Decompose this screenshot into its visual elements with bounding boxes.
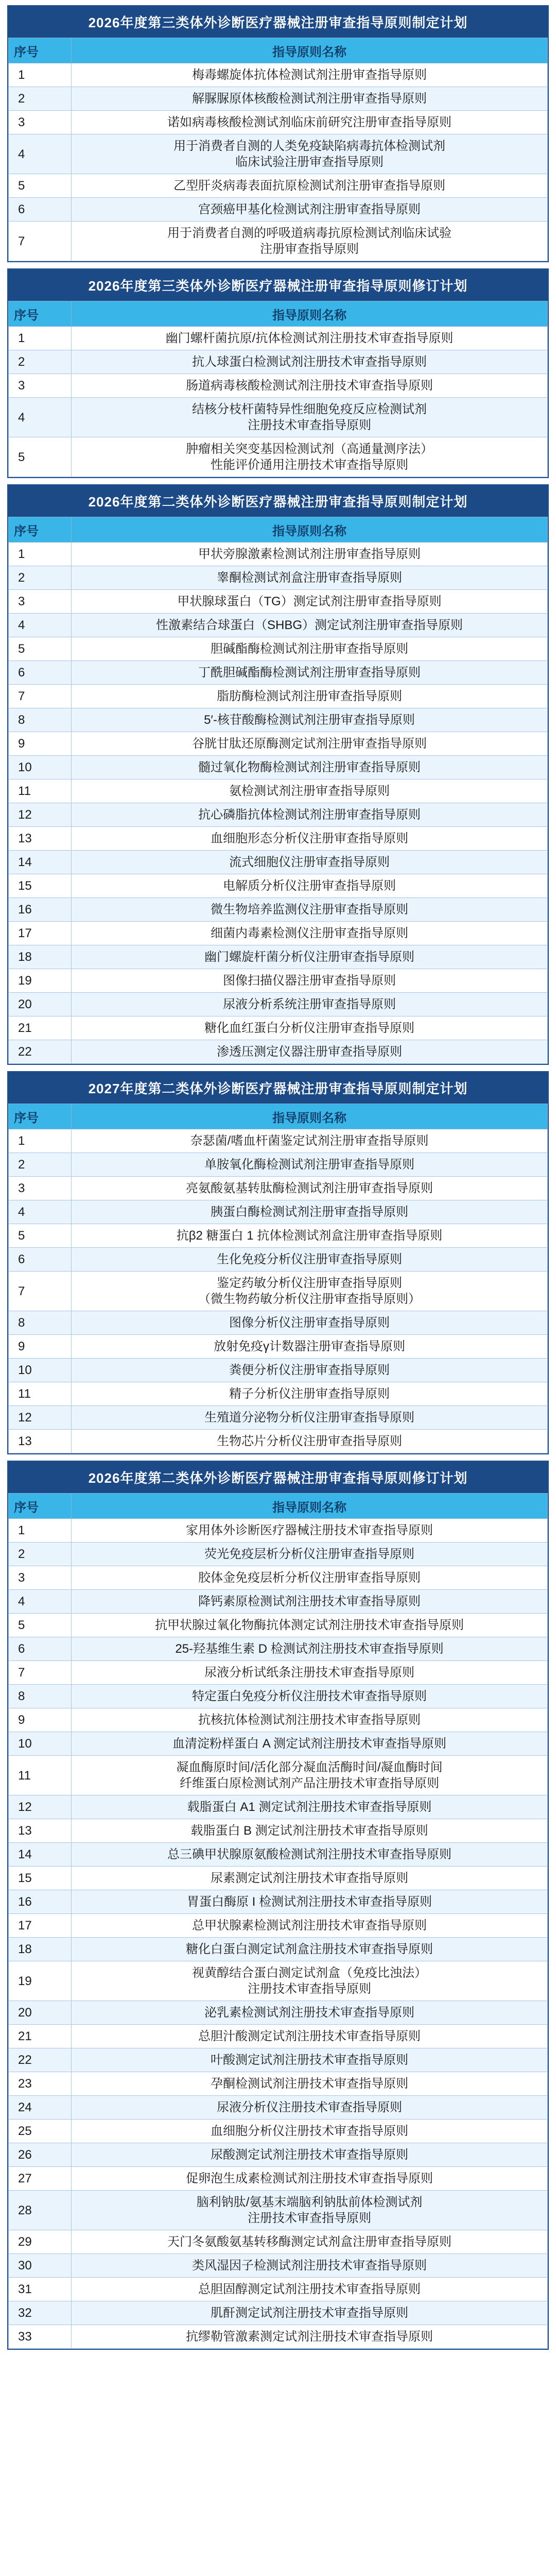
guideline-name: 甲状旁腺激素检测试剂注册审查指导原则 [72, 543, 548, 566]
guideline-name: 幽门螺旋杆菌分析仪注册审查指导原则 [72, 945, 548, 969]
guideline-table [8, 1104, 548, 1453]
guideline-name: 总三碘甲状腺原氨酸检测试剂注册技术审查指导原则 [72, 1843, 548, 1867]
table-row [9, 1661, 548, 1685]
plan-section-3 [7, 484, 549, 1065]
row-index: 2 [9, 87, 72, 111]
row-index: 5 [9, 1224, 72, 1248]
index-column-header: 序号 [9, 38, 72, 63]
guideline-table [8, 38, 548, 261]
row-index: 31 [9, 2278, 72, 2301]
guideline-name: 泌乳素检测试剂注册技术审查指导原则 [72, 2001, 548, 2025]
row-index: 9 [9, 1335, 72, 1359]
row-index: 16 [9, 898, 72, 922]
guideline-name: 抗人球蛋白检测试剂注册技术审查指导原则 [72, 350, 548, 374]
guideline-name: 图像扫描仪器注册审查指导原则 [72, 969, 548, 993]
row-index: 20 [9, 2001, 72, 2025]
table-row [9, 2001, 548, 2025]
plan-section-4 [7, 1071, 549, 1454]
table-row [9, 708, 548, 732]
row-index: 3 [9, 590, 72, 614]
plan-section-1 [7, 5, 549, 262]
table-row [9, 2048, 548, 2072]
row-index: 12 [9, 803, 72, 827]
row-index: 14 [9, 1843, 72, 1867]
plan-section-2 [7, 268, 549, 478]
row-index: 1 [9, 63, 72, 87]
guideline-name: 奈瑟菌/嗜血杆菌鉴定试剂注册审查指导原则 [72, 1129, 548, 1153]
guideline-name: 脂肪酶检测试剂注册审查指导原则 [72, 685, 548, 708]
row-index: 11 [9, 779, 72, 803]
table-row [9, 2278, 548, 2301]
row-index: 5 [9, 1614, 72, 1637]
row-index: 11 [9, 1382, 72, 1406]
guideline-name: 流式细胞仪注册审查指导原则 [72, 851, 548, 874]
row-index: 9 [9, 732, 72, 756]
table-row [9, 993, 548, 1016]
row-index: 3 [9, 111, 72, 134]
guideline-name: 生殖道分泌物分析仪注册审查指导原则 [72, 1406, 548, 1430]
guideline-name: 总胆汁酸测定试剂注册技术审查指导原则 [72, 2025, 548, 2048]
guideline-name: 诺如病毒核酸检测试剂临床前研究注册审查指导原则 [72, 111, 548, 134]
row-index: 13 [9, 1819, 72, 1843]
guideline-name: 肿瘤相关突变基因检测试剂（高通量测序法） 性能评价通用注册技术审查指导原则 [72, 437, 548, 477]
guideline-name: 尿素测定试剂注册技术审查指导原则 [72, 1867, 548, 1890]
section-title: 2026年度第二类体外诊断医疗器械注册审查指导原则修订计划 [8, 1462, 548, 1493]
table-row [9, 2254, 548, 2278]
table-row [9, 685, 548, 708]
row-index: 5 [9, 174, 72, 198]
guideline-name: 梅毒螺旋体抗体检测试剂注册审查指导原则 [72, 63, 548, 87]
row-index: 21 [9, 2025, 72, 2048]
row-index: 20 [9, 993, 72, 1016]
guideline-name: 尿酸测定试剂注册技术审查指导原则 [72, 2143, 548, 2167]
row-index: 17 [9, 1914, 72, 1938]
table-row [9, 1961, 548, 2001]
row-index: 32 [9, 2301, 72, 2325]
row-index: 1 [9, 543, 72, 566]
table-row [9, 1890, 548, 1914]
table-row [9, 1914, 548, 1938]
table-row [9, 779, 548, 803]
row-index: 12 [9, 1406, 72, 1430]
index-column-header: 序号 [9, 1104, 72, 1129]
row-index: 22 [9, 2048, 72, 2072]
guideline-name: 粪便分析仪注册审查指导原则 [72, 1359, 548, 1382]
table-row [9, 1590, 548, 1614]
guideline-name: 生化免疫分析仪注册审查指导原则 [72, 1248, 548, 1272]
guideline-name: 解脲脲原体核酸检测试剂注册审查指导原则 [72, 87, 548, 111]
table-row [9, 111, 548, 134]
guideline-name: 孕酮检测试剂注册技术审查指导原则 [72, 2072, 548, 2096]
guideline-name: 乙型肝炎病毒表面抗原检测试剂注册审查指导原则 [72, 174, 548, 198]
row-index: 27 [9, 2167, 72, 2191]
guideline-name: 5′-核苷酸酶检测试剂注册审查指导原则 [72, 708, 548, 732]
guideline-name: 鉴定药敏分析仪注册审查指导原则 （微生物药敏分析仪注册审查指导原则） [72, 1272, 548, 1311]
row-index: 30 [9, 2254, 72, 2278]
row-index: 29 [9, 2230, 72, 2254]
table-row [9, 1040, 548, 1064]
guideline-name: 总甲状腺素检测试剂注册技术审查指导原则 [72, 1914, 548, 1938]
row-index: 2 [9, 1543, 72, 1566]
row-index: 14 [9, 851, 72, 874]
guideline-name: 用于消费者自测的人类免疫缺陷病毒抗体检测试剂 临床试验注册审查指导原则 [72, 134, 548, 174]
table-row [9, 2325, 548, 2349]
table-row [9, 661, 548, 685]
table-row [9, 1177, 548, 1200]
guideline-name: 丁酰胆碱酯酶检测试剂注册审查指导原则 [72, 661, 548, 685]
index-column-header: 序号 [9, 517, 72, 543]
guideline-name: 类风湿因子检测试剂注册技术审查指导原则 [72, 2254, 548, 2278]
guideline-name: 精子分析仪注册审查指导原则 [72, 1382, 548, 1406]
table-row [9, 1272, 548, 1311]
table-row [9, 2301, 548, 2325]
row-index: 8 [9, 1685, 72, 1708]
guideline-name: 糖化白蛋白测定试剂盒注册技术审查指导原则 [72, 1938, 548, 1961]
row-index: 2 [9, 566, 72, 590]
table-row [9, 1708, 548, 1732]
guideline-name: 载脂蛋白 A1 测定试剂注册技术审查指导原则 [72, 1795, 548, 1819]
table-row [9, 614, 548, 637]
table-row [9, 756, 548, 779]
table-header-row [9, 517, 548, 543]
guideline-name: 微生物培养监测仪注册审查指导原则 [72, 898, 548, 922]
table-row [9, 350, 548, 374]
guideline-name: 血细胞分析仪注册技术审查指导原则 [72, 2120, 548, 2143]
table-row [9, 1938, 548, 1961]
row-index: 1 [9, 327, 72, 350]
row-index: 2 [9, 1153, 72, 1177]
name-column-header: 指导原则名称 [72, 1104, 548, 1129]
guideline-name: 载脂蛋白 B 测定试剂注册技术审查指导原则 [72, 1819, 548, 1843]
table-row [9, 1756, 548, 1795]
row-index: 13 [9, 1430, 72, 1453]
table-row [9, 63, 548, 87]
table-row [9, 198, 548, 222]
guideline-name: 血细胞形态分析仪注册审查指导原则 [72, 827, 548, 851]
table-row [9, 1200, 548, 1224]
guideline-name: 细菌内毒素检测仪注册审查指导原则 [72, 922, 548, 945]
guideline-name: 叶酸测定试剂注册技术审查指导原则 [72, 2048, 548, 2072]
guideline-name: 亮氨酸氨基转肽酶检测试剂注册审查指导原则 [72, 1177, 548, 1200]
sections-container [7, 5, 549, 2350]
guideline-name: 放射免疫γ计数器注册审查指导原则 [72, 1335, 548, 1359]
table-row [9, 2143, 548, 2167]
guideline-name: 凝血酶原时间/活化部分凝血活酶时间/凝血酶时间 纤维蛋白原检测试剂产品注册技术审查指导原则 [72, 1756, 548, 1795]
guideline-name: 荧光免疫层析分析仪注册审查指导原则 [72, 1543, 548, 1566]
table-row [9, 1543, 548, 1566]
table-row [9, 2072, 548, 2096]
guideline-name: 胶体金免疫层析分析仪注册审查指导原则 [72, 1566, 548, 1590]
guideline-name: 天门冬氨酸氨基转移酶测定试剂盒注册审查指导原则 [72, 2230, 548, 2254]
guideline-name: 性激素结合球蛋白（SHBG）测定试剂注册审查指导原则 [72, 614, 548, 637]
guideline-name: 脑利钠肽/氨基末端脑利钠肽前体检测试剂 注册技术审查指导原则 [72, 2191, 548, 2230]
guideline-table [8, 517, 548, 1064]
table-row [9, 898, 548, 922]
row-index: 5 [9, 437, 72, 477]
table-row [9, 1819, 548, 1843]
row-index: 11 [9, 1756, 72, 1795]
row-index: 6 [9, 1248, 72, 1272]
row-index: 10 [9, 1732, 72, 1756]
guideline-name: 幽门螺杆菌抗原/抗体检测试剂注册技术审查指导原则 [72, 327, 548, 350]
index-column-header: 序号 [9, 301, 72, 327]
row-index: 8 [9, 1311, 72, 1335]
guideline-name: 血清淀粉样蛋白 A 测定试剂注册技术审查指导原则 [72, 1732, 548, 1756]
table-row [9, 374, 548, 398]
table-row [9, 1224, 548, 1248]
guideline-name: 谷胱甘肽还原酶测定试剂注册审查指导原则 [72, 732, 548, 756]
table-row [9, 2167, 548, 2191]
table-row [9, 874, 548, 898]
guideline-table [8, 1493, 548, 2349]
table-row [9, 851, 548, 874]
guideline-name: 髓过氧化物酶检测试剂注册审查指导原则 [72, 756, 548, 779]
table-row [9, 1248, 548, 1272]
plan-section-5 [7, 1461, 549, 2350]
guideline-name: 促卵泡生成素检测试剂注册技术审查指导原则 [72, 2167, 548, 2191]
table-row [9, 969, 548, 993]
table-row [9, 1732, 548, 1756]
row-index: 22 [9, 1040, 72, 1064]
row-index: 16 [9, 1890, 72, 1914]
row-index: 7 [9, 222, 72, 261]
table-row [9, 398, 548, 437]
table-row [9, 1359, 548, 1382]
row-index: 12 [9, 1795, 72, 1819]
guideline-name: 生物芯片分析仪注册审查指导原则 [72, 1430, 548, 1453]
guideline-name: 家用体外诊断医疗器械注册技术审查指导原则 [72, 1519, 548, 1543]
section-title: 2026年度第二类体外诊断医疗器械注册审查指导原则制定计划 [8, 485, 548, 517]
table-row [9, 2096, 548, 2120]
guideline-name: 抗β2 糖蛋白 1 抗体检测试剂盒注册审查指导原则 [72, 1224, 548, 1248]
row-index: 4 [9, 614, 72, 637]
guideline-name: 宫颈癌甲基化检测试剂注册审查指导原则 [72, 198, 548, 222]
guideline-name: 单胺氧化酶检测试剂注册审查指导原则 [72, 1153, 548, 1177]
table-row [9, 134, 548, 174]
row-index: 21 [9, 1016, 72, 1040]
guideline-name: 图像分析仪注册审查指导原则 [72, 1311, 548, 1335]
row-index: 18 [9, 1938, 72, 1961]
table-header-row [9, 301, 548, 327]
row-index: 4 [9, 1590, 72, 1614]
row-index: 33 [9, 2325, 72, 2349]
row-index: 15 [9, 874, 72, 898]
row-index: 1 [9, 1129, 72, 1153]
row-index: 19 [9, 1961, 72, 2001]
table-row [9, 2120, 548, 2143]
table-row [9, 1430, 548, 1453]
table-row [9, 827, 548, 851]
guideline-name: 睾酮检测试剂盒注册审查指导原则 [72, 566, 548, 590]
row-index: 7 [9, 1272, 72, 1311]
table-row [9, 1867, 548, 1890]
guideline-name: 抗缪勒管激素测定试剂注册技术审查指导原则 [72, 2325, 548, 2349]
table-row [9, 1406, 548, 1430]
table-row [9, 222, 548, 261]
guideline-name: 抗心磷脂抗体检测试剂注册审查指导原则 [72, 803, 548, 827]
row-index: 6 [9, 198, 72, 222]
table-row [9, 327, 548, 350]
table-row [9, 945, 548, 969]
guideline-name: 胰蛋白酶检测试剂注册审查指导原则 [72, 1200, 548, 1224]
guideline-name: 降钙素原检测试剂注册技术审查指导原则 [72, 1590, 548, 1614]
table-header-row [9, 1494, 548, 1519]
table-row [9, 803, 548, 827]
name-column-header: 指导原则名称 [72, 517, 548, 543]
guideline-name: 用于消费者自测的呼吸道病毒抗原检测试剂临床试验 注册审查指导原则 [72, 222, 548, 261]
guideline-name: 肌酐测定试剂注册技术审查指导原则 [72, 2301, 548, 2325]
table-row [9, 637, 548, 661]
table-row [9, 1382, 548, 1406]
row-index: 5 [9, 637, 72, 661]
section-title: 2027年度第二类体外诊断医疗器械注册审查指导原则制定计划 [8, 1072, 548, 1104]
row-index: 6 [9, 1637, 72, 1661]
row-index: 4 [9, 134, 72, 174]
row-index: 26 [9, 2143, 72, 2167]
row-index: 10 [9, 1359, 72, 1382]
table-row [9, 437, 548, 477]
guideline-name: 电解质分析仪注册审查指导原则 [72, 874, 548, 898]
row-index: 25 [9, 2120, 72, 2143]
table-row [9, 1685, 548, 1708]
guideline-name: 胆碱酯酶检测试剂注册审查指导原则 [72, 637, 548, 661]
table-row [9, 1843, 548, 1867]
table-row [9, 2025, 548, 2048]
row-index: 24 [9, 2096, 72, 2120]
table-row [9, 1311, 548, 1335]
row-index: 10 [9, 756, 72, 779]
table-row [9, 566, 548, 590]
guideline-name: 尿液分析试纸条注册技术审查指导原则 [72, 1661, 548, 1685]
row-index: 19 [9, 969, 72, 993]
row-index: 3 [9, 374, 72, 398]
row-index: 18 [9, 945, 72, 969]
guideline-name: 特定蛋白免疫分析仪注册技术审查指导原则 [72, 1685, 548, 1708]
table-row [9, 1153, 548, 1177]
page [7, 0, 549, 2362]
table-row [9, 1637, 548, 1661]
row-index: 7 [9, 1661, 72, 1685]
table-row [9, 87, 548, 111]
guideline-name: 尿液分析系统注册审查指导原则 [72, 993, 548, 1016]
table-row [9, 732, 548, 756]
guideline-name: 抗甲状腺过氧化物酶抗体测定试剂注册技术审查指导原则 [72, 1614, 548, 1637]
section-title: 2026年度第三类体外诊断医疗器械注册审查指导原则制定计划 [8, 6, 548, 38]
row-index: 9 [9, 1708, 72, 1732]
table-header-row [9, 1104, 548, 1129]
guideline-name: 氨检测试剂注册审查指导原则 [72, 779, 548, 803]
row-index: 17 [9, 922, 72, 945]
guideline-name: 25-羟基维生素 D 检测试剂注册技术审查指导原则 [72, 1637, 548, 1661]
index-column-header: 序号 [9, 1494, 72, 1519]
name-column-header: 指导原则名称 [72, 38, 548, 63]
guideline-name: 渗透压测定仪器注册审查指导原则 [72, 1040, 548, 1064]
table-row [9, 590, 548, 614]
table-row [9, 543, 548, 566]
guideline-name: 尿液分析仪注册技术审查指导原则 [72, 2096, 548, 2120]
table-row [9, 1614, 548, 1637]
table-row [9, 1566, 548, 1590]
row-index: 28 [9, 2191, 72, 2230]
table-row [9, 922, 548, 945]
row-index: 15 [9, 1867, 72, 1890]
table-row [9, 1519, 548, 1543]
row-index: 23 [9, 2072, 72, 2096]
row-index: 6 [9, 661, 72, 685]
guideline-name: 糖化血红蛋白分析仪注册审查指导原则 [72, 1016, 548, 1040]
row-index: 2 [9, 350, 72, 374]
table-row [9, 1129, 548, 1153]
row-index: 13 [9, 827, 72, 851]
row-index: 4 [9, 1200, 72, 1224]
table-row [9, 1016, 548, 1040]
guideline-name: 胃蛋白酶原 I 检测试剂注册技术审查指导原则 [72, 1890, 548, 1914]
row-index: 4 [9, 398, 72, 437]
guideline-name: 甲状腺球蛋白（TG）测定试剂注册审查指导原则 [72, 590, 548, 614]
guideline-name: 肠道病毒核酸检测试剂注册技术审查指导原则 [72, 374, 548, 398]
guideline-table [8, 301, 548, 477]
row-index: 3 [9, 1566, 72, 1590]
table-row [9, 2230, 548, 2254]
table-row [9, 1335, 548, 1359]
guideline-name: 总胆固醇测定试剂注册技术审查指导原则 [72, 2278, 548, 2301]
row-index: 3 [9, 1177, 72, 1200]
name-column-header: 指导原则名称 [72, 1494, 548, 1519]
table-header-row [9, 38, 548, 63]
name-column-header: 指导原则名称 [72, 301, 548, 327]
guideline-name: 结核分枝杆菌特异性细胞免疫反应检测试剂 注册技术审查指导原则 [72, 398, 548, 437]
row-index: 1 [9, 1519, 72, 1543]
row-index: 7 [9, 685, 72, 708]
guideline-name: 视黄醇结合蛋白测定试剂盒（免疫比浊法） 注册技术审查指导原则 [72, 1961, 548, 2001]
table-row [9, 174, 548, 198]
guideline-name: 抗核抗体检测试剂注册技术审查指导原则 [72, 1708, 548, 1732]
table-row [9, 1795, 548, 1819]
table-row [9, 2191, 548, 2230]
row-index: 8 [9, 708, 72, 732]
section-title: 2026年度第三类体外诊断医疗器械注册审查指导原则修订计划 [8, 269, 548, 301]
